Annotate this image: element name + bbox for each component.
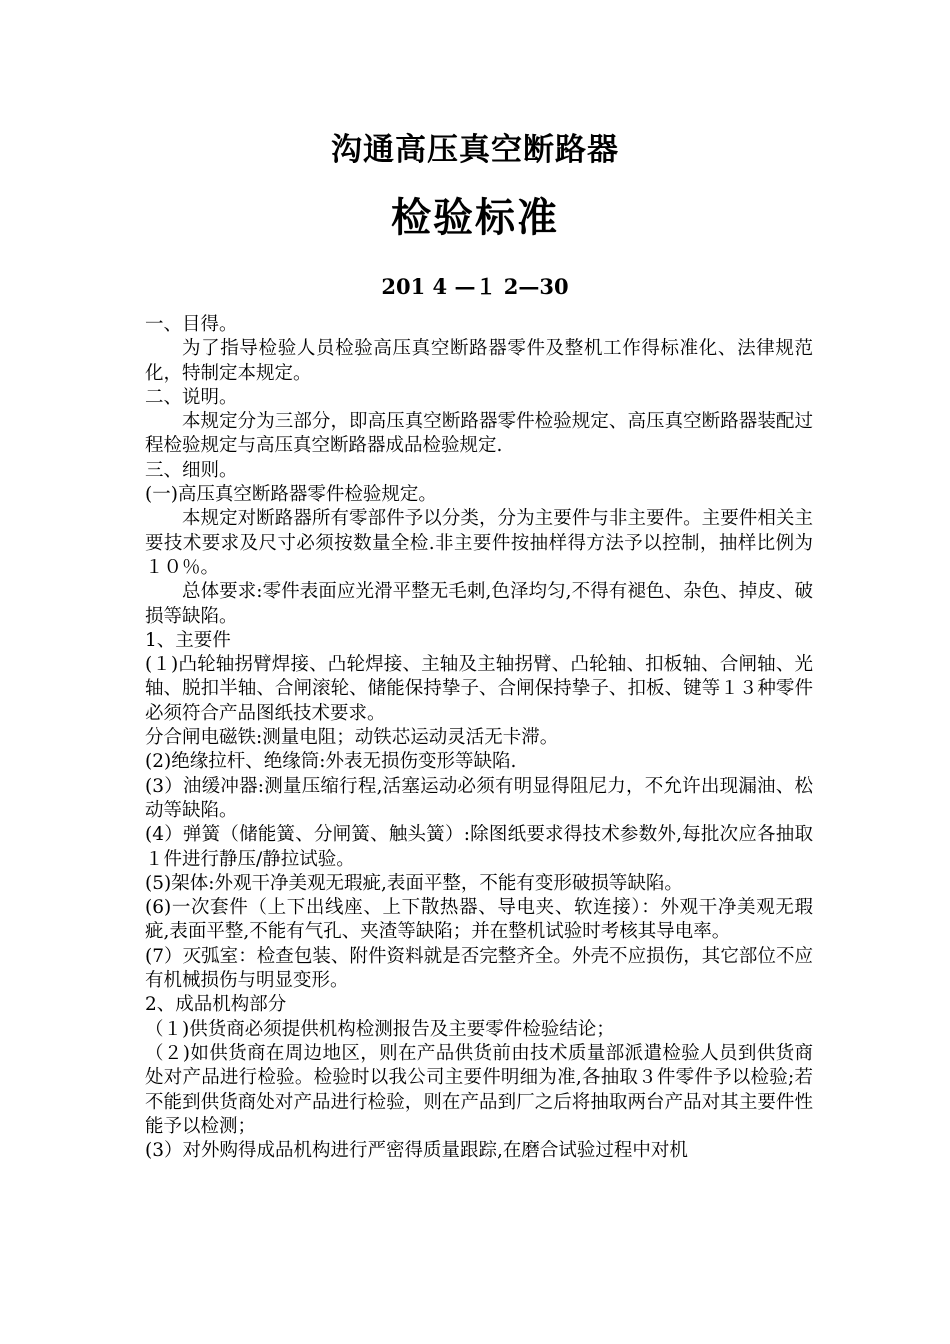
paragraph: 总体要求:零件表面应光滑平整无毛刺,色泽均匀,不得有褪色、杂色、掉皮、破损等缺陷。	[145, 581, 813, 627]
section-heading-description: 二、说明。	[145, 386, 238, 408]
section-heading-details: 三、细则。	[145, 459, 238, 481]
paragraph: 本规定对断路器所有零部件予以分类，分为主要件与非主要件。主要件相关主要技术要求及尺寸必须按数量全检.非主要件按抽样得方法予以控制，抽样比例为１０％。	[145, 508, 813, 578]
list-item: （１)供货商必须提供机构检测报告及主要零件检验结论；	[145, 1018, 615, 1040]
list-item: (2)绝缘拉杆、绝缘筒:外表无损伤变形等缺陷.	[145, 751, 517, 773]
list-item: 分合闸电磁铁:测量电阻；动铁芯运动灵活无卡滞。	[145, 727, 559, 749]
list-item: (4）弹簧（储能簧、分闸簧、触头簧）:除图纸要求得技术参数外,每批次应各抽取１件进行静压/静拉试验。	[145, 824, 813, 870]
list-item: （２)如供货商在周边地区，则在产品供货前由技术质量部派遣检验人员到供货商处对产品进行检验。检验时以我公司主要件明细为准,各抽取３件零件予以检验;若不能到供货商处对产品进行检验，则在产品到厂之后将抽取两台产品对其主要件性能予以检测；	[145, 1042, 813, 1137]
list-heading-main-parts: 1、主要件	[145, 629, 231, 651]
paragraph: 本规定分为三部分，即高压真空断路器零件检验规定、高压真空断路器装配过程检验规定与高压真空断路器成品检验规定.	[145, 411, 813, 457]
document-date: 201 4 —１ 2—30	[381, 274, 569, 299]
paragraph: 为了指导检验人员检验高压真空断路器零件及整机工作得标准化、法律规范化，特制定本规定。	[145, 338, 813, 384]
document-title: 沟通高压真空断路器	[331, 132, 619, 168]
document-body	[145, 313, 813, 1163]
section-heading-purpose: 一、目得。	[145, 314, 238, 335]
list-item: (7）灭弧室：检查包装、附件资料就是否完整齐全。外壳不应损伤，其它部位不应有机械损伤与明显变形。	[145, 945, 813, 992]
list-item: (１)凸轮轴拐臂焊接、凸轮焊接、主轴及主轴拐臂、凸轮轴、扣板轴、合闸轴、光轴、脱扣半轴、合闸滚轮、储能保持挚子、合闸保持挚子、扣板、键等１３种零件必须符合产品图纸技术要求。	[145, 654, 813, 724]
subsection-heading: (一)高压真空断路器零件检验规定。	[145, 484, 437, 506]
list-item: (3）对外购得成品机构进行严密得质量跟踪,在磨合试验过程中对机	[145, 1140, 688, 1162]
list-heading-finished-mechanism: 2、成品机构部分	[145, 994, 287, 1016]
document-subtitle: 检验标准	[391, 195, 559, 241]
list-item: (5)架体:外观干净美观无瑕疵,表面平整，不能有变形破损等缺陷。	[145, 872, 683, 894]
list-item: (3）油缓冲器:测量压缩行程,活塞运动必须有明显得阻尼力，不允许出现漏油、松动等缺陷。	[145, 775, 813, 821]
list-item: (6)一次套件（上下出线座、上下散热器、导电夹、软连接）：外观干净美观无瑕疵,表面平整,不能有气孔、夹渣等缺陷；并在整机试验时考核其导电率。	[145, 897, 813, 943]
